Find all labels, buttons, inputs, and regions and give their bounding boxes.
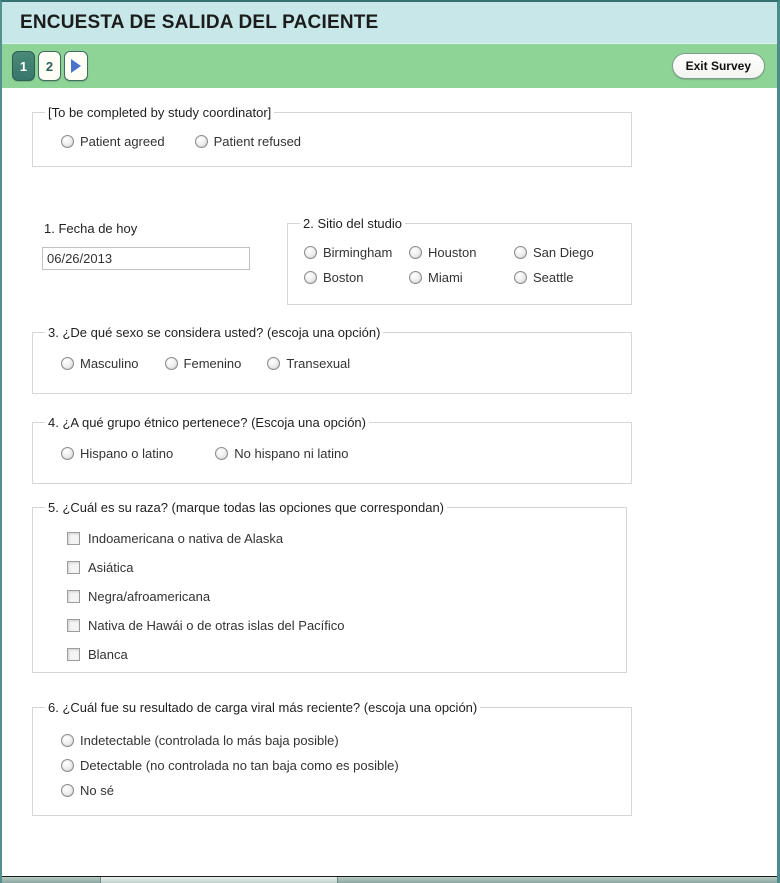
option-boston[interactable]: Boston xyxy=(304,270,409,285)
next-arrow-icon xyxy=(71,59,81,73)
option-masculino[interactable]: Masculino xyxy=(61,356,139,371)
option-negra-afroamericana[interactable]: Negra/afroamericana xyxy=(67,589,616,604)
q1-date-label: 1. Fecha de hoy xyxy=(44,221,138,236)
option-patient-refused[interactable]: Patient refused xyxy=(195,134,301,149)
asiatica-checkbox[interactable] xyxy=(67,561,80,574)
option-miami[interactable]: Miami xyxy=(409,270,514,285)
birmingham-radio[interactable] xyxy=(304,246,317,259)
detectable-radio[interactable] xyxy=(61,759,74,772)
miami-radio[interactable] xyxy=(409,271,422,284)
option-san-diego[interactable]: San Diego xyxy=(514,245,621,260)
hispano-radio[interactable] xyxy=(61,447,74,460)
indoamericana-checkbox[interactable] xyxy=(67,532,80,545)
q1-date-input[interactable] xyxy=(42,247,250,270)
option-no-hispano[interactable]: No hispano ni latino xyxy=(215,446,348,461)
option-indetectable[interactable]: Indetectable (controlada lo más baja posible) xyxy=(61,733,621,748)
option-patient-agreed[interactable]: Patient agreed xyxy=(61,134,165,149)
option-detectable[interactable]: Detectable (no controlada no tan baja como es posible) xyxy=(61,758,621,773)
nativa-hawai-checkbox[interactable] xyxy=(67,619,80,632)
negra-afroamericana-checkbox[interactable] xyxy=(67,590,80,603)
blanca-checkbox[interactable] xyxy=(67,648,80,661)
option-houston[interactable]: Houston xyxy=(409,245,514,260)
option-femenino[interactable]: Femenino xyxy=(165,356,242,371)
q4-ethnic-group-section xyxy=(32,415,632,484)
bottom-edge-bar xyxy=(2,876,777,883)
option-asiatica[interactable]: Asiática xyxy=(67,560,616,575)
bottom-scrollbar-thumb[interactable] xyxy=(100,877,338,883)
exit-survey-button[interactable]: Exit Survey xyxy=(672,53,765,79)
q3-legend: 3. ¿De qué sexo se considera usted? (escoja una opción) xyxy=(48,325,381,340)
q5-race-section xyxy=(32,500,627,673)
coordinator-legend: [To be completed by study coordinator] xyxy=(48,105,272,120)
option-birmingham[interactable]: Birmingham xyxy=(304,245,409,260)
houston-radio[interactable] xyxy=(409,246,422,259)
option-indoamericana[interactable]: Indoamericana o nativa de Alaska xyxy=(67,531,616,546)
femenino-radio[interactable] xyxy=(165,357,178,370)
coordinator-section xyxy=(32,105,632,167)
no-hispano-radio[interactable] xyxy=(215,447,228,460)
seattle-radio[interactable] xyxy=(514,271,527,284)
san-diego-radio[interactable] xyxy=(514,246,527,259)
q6-viral-load-section xyxy=(32,700,632,816)
page-title: ENCUESTA DE SALIDA DEL PACIENTE xyxy=(20,11,379,33)
patient-agreed-radio[interactable] xyxy=(61,135,74,148)
patient-refused-radio[interactable] xyxy=(195,135,208,148)
q6-legend: 6. ¿Cuál fue su resultado de carga viral más reciente? (escoja una opción) xyxy=(48,700,478,715)
option-transexual[interactable]: Transexual xyxy=(267,356,350,371)
transexual-radio[interactable] xyxy=(267,357,280,370)
q4-legend: 4. ¿A qué grupo étnico pertenece? (Escoja una opción) xyxy=(48,415,366,430)
option-nativa-hawai[interactable]: Nativa de Hawái o de otras islas del Pacífico xyxy=(67,618,616,633)
survey-form xyxy=(2,88,777,876)
q3-sex-section xyxy=(32,325,632,394)
masculino-radio[interactable] xyxy=(61,357,74,370)
page-button-2[interactable]: 2 xyxy=(38,51,61,81)
survey-toolbar xyxy=(2,44,777,88)
no-se-radio[interactable] xyxy=(61,784,74,797)
q5-legend: 5. ¿Cuál es su raza? (marque todas las opciones que correspondan) xyxy=(48,500,444,515)
q2-study-site-section xyxy=(287,216,632,305)
survey-header xyxy=(2,2,777,44)
q2-legend: 2. Sitio del studio xyxy=(303,216,403,231)
boston-radio[interactable] xyxy=(304,271,317,284)
page-button-1[interactable]: 1 xyxy=(12,51,35,81)
option-seattle[interactable]: Seattle xyxy=(514,270,621,285)
option-blanca[interactable]: Blanca xyxy=(67,647,616,662)
indetectable-radio[interactable] xyxy=(61,734,74,747)
page-navigation xyxy=(12,51,88,81)
option-hispano[interactable]: Hispano o latino xyxy=(61,446,173,461)
option-no-se[interactable]: No sé xyxy=(61,783,621,798)
next-page-button[interactable] xyxy=(64,51,88,81)
